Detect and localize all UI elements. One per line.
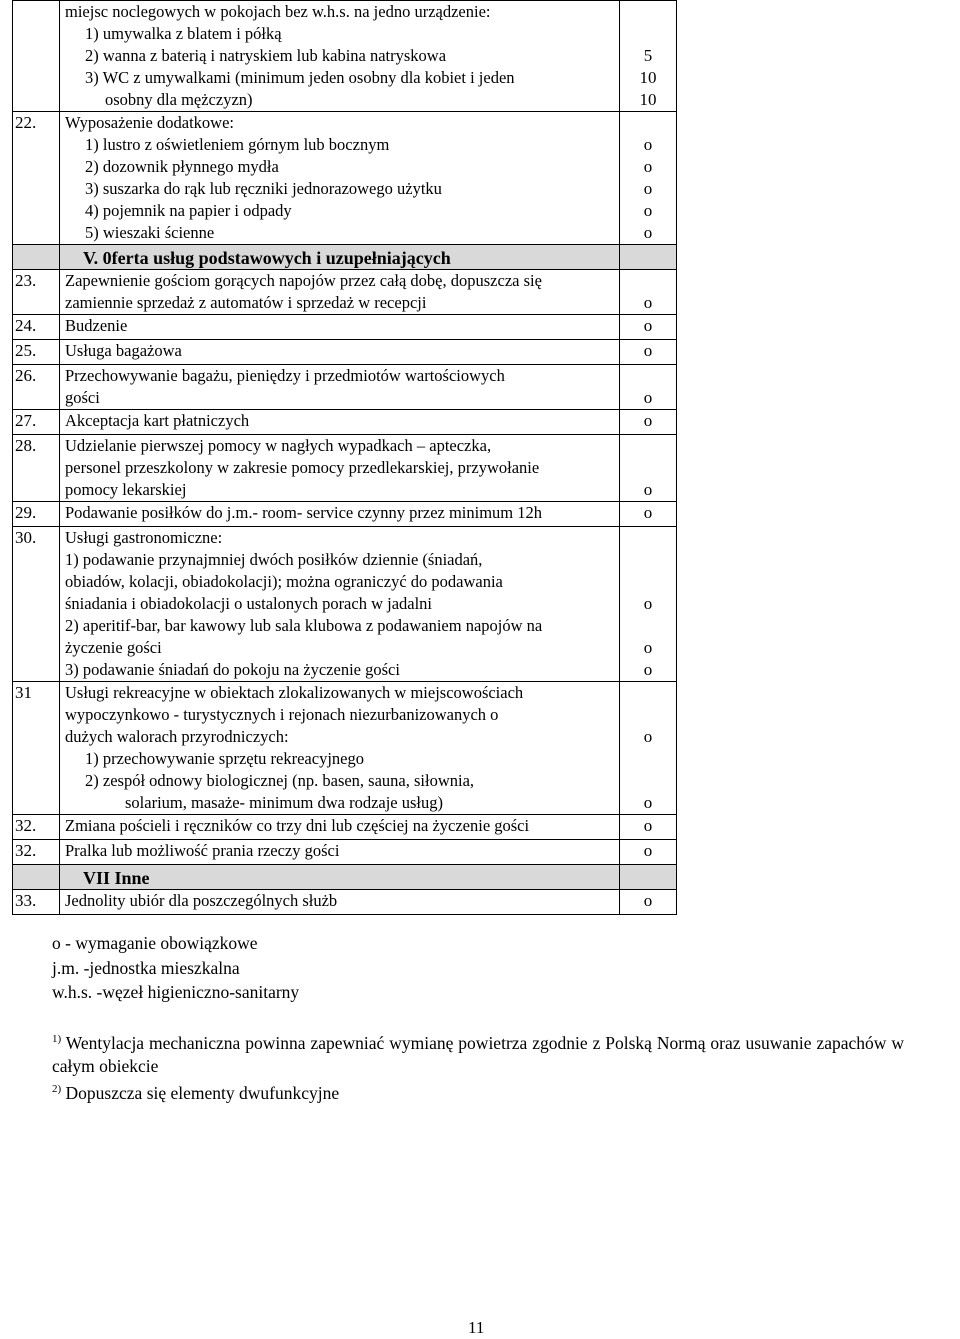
row-text: Usługi rekreacyjne w obiektach zlokalizowanych w miejscowościach [65,683,524,702]
row-number: 25. [13,340,60,365]
requirement-value: o [620,315,677,340]
list-item: 5) wieszaki ścienne [85,223,215,242]
list-item: 1) lustro z oświetleniem górnym lub bocznym [85,135,390,154]
legend-item: w.h.s. -węzeł higieniczno-sanitarny [52,982,300,1002]
list-item: obiadów, kolacji, obiadokolacji); można ograniczyć do podawania [65,572,503,591]
list-item: 3) podawanie śniadań do pokoju na życzenie gości [65,660,400,679]
list-item: 3) suszarka do rąk lub ręczniki jednorazowego użytku [85,179,442,198]
list-item: 1) umywalka z blatem i półką [85,24,282,43]
table-row [13,502,677,527]
table-row [13,112,677,245]
requirement-value: o [643,388,653,407]
row-text: Jednolity ubiór dla poszczególnych służb [60,890,620,915]
row-number: 27. [13,410,60,435]
row-number: 29. [13,502,60,527]
requirement-value: o [620,340,677,365]
list-item: śniadania i obiadokolacji o ustalonych porach w jadalni [65,594,433,613]
requirement-value: o [643,293,653,312]
requirement-value: o [643,660,653,679]
requirement-value: o [643,793,653,812]
requirement-value: o [643,480,653,499]
requirement-value: o [643,594,653,613]
list-item: 2) zespół odnowy biologicznej (np. basen, sauna, siłownia, [85,771,475,790]
row-number: 32. [13,815,60,840]
requirement-value: o [620,840,677,865]
legend-item: j.m. -jednostka mieszkalna [52,957,240,978]
section-header-row [13,865,677,890]
row-text: personel przeszkolony w zakresie pomocy przedlekarskiej, przywołanie [65,458,540,477]
table-row [13,527,677,682]
row-number: 23. [13,270,60,315]
table-row [13,890,677,915]
list-item: 1) podawanie przynajmniej dwóch posiłków dziennie (śniadań, [65,550,483,569]
requirement-value: o [643,179,653,198]
row-text: Usługa bagażowa [60,340,620,365]
table-row [13,1,677,112]
requirement-value: o [643,201,653,220]
legend-item: o - wymaganie obowiązkowe [52,933,258,953]
requirement-value: o [643,727,653,746]
row-number: 32. [13,840,60,865]
row-text: miejsc noclegowych w pokojach bez w.h.s. na jedno urządzenie: [65,2,491,21]
table-row [13,365,677,410]
row-text: Podawanie posiłków do j.m.- room- service czynny przez minimum 12h [60,502,620,527]
row-text: zamiennie sprzedaż z automatów i sprzedaż w recepcji [65,293,427,312]
requirement-value: o [620,815,677,840]
list-item: 1) przechowywanie sprzętu rekreacyjnego [85,749,364,768]
requirement-value: 10 [639,68,657,87]
table-row [13,410,677,435]
table-row [13,340,677,365]
requirement-value: o [643,638,653,657]
requirement-value: o [643,223,653,242]
row-number: 31 [13,682,60,815]
list-item: solarium, masaże- minimum dwa rodzaje usług) [125,793,443,812]
requirement-value: 10 [639,90,657,109]
table-row [13,682,677,815]
requirement-value: o [643,135,653,154]
requirement-value: 5 [643,46,653,65]
footnote [52,1078,904,1105]
row-text: Udzielanie pierwszej pomocy w nagłych wypadkach – apteczka, [65,436,492,455]
row-title: Wyposażenie dodatkowe: [65,113,234,132]
row-title: Usługi gastronomiczne: [65,528,223,547]
row-text: Pralka lub możliwość prania rzeczy gości [60,840,620,865]
table-row [13,270,677,315]
list-item: 2) wanna z baterią i natryskiem lub kabina natryskowa [85,46,447,65]
requirement-value: o [643,157,653,176]
table-row [13,815,677,840]
section-title: V. 0ferta usług podstawowych i uzupełniających [83,248,451,268]
footnote-text: Wentylacja mechaniczna powinna zapewniać wymianę powietrza zgodnie z Polską Normą oraz usuwanie zapachów w całym obiekcie [52,1033,905,1076]
footnote-text: Dopuszcza się elementy dwufunkcyjne [65,1083,340,1103]
requirement-value: o [620,410,677,435]
requirement-value: o [620,890,677,915]
requirement-value: o [620,502,677,527]
table-row [13,315,677,340]
list-item: 3) WC z umywalkami (minimum jeden osobny dla kobiet i jeden [85,68,515,87]
row-text: dużych walorach przyrodniczych: [65,727,289,746]
footnote-mark: 1) [52,1033,62,1045]
list-item: 4) pojemnik na papier i odpady [85,201,292,220]
row-number: 24. [13,315,60,340]
section-title: VII Inne [83,868,150,888]
list-item: osobny dla mężczyzn) [105,90,253,109]
table-row [13,840,677,865]
list-item: 2) dozownik płynnego mydła [85,157,279,176]
row-text: Akceptacja kart płatniczych [60,410,620,435]
list-item: życzenie gości [65,638,162,657]
footnotes [52,1028,904,1105]
row-text: Zmiana pościeli i ręczników co trzy dni lub częściej na życzenie gości [60,815,620,840]
row-number: 33. [13,890,60,915]
row-text: pomocy lekarskiej [65,480,187,499]
footnote-mark: 2) [52,1083,62,1095]
list-item: 2) aperitif-bar, bar kawowy lub sala klubowa z podawaniem napojów na [65,616,543,635]
requirements-table [12,0,677,915]
row-text: gości [65,388,100,407]
row-text: Przechowywanie bagażu, pieniędzy i przedmiotów wartościowych [65,366,505,385]
legend [52,931,299,1005]
row-number: 30. [13,527,60,682]
section-header-row [13,245,677,270]
footnote [52,1028,904,1078]
row-text: wypoczynkowo - turystycznych i rejonach niezurbanizowanych o [65,705,499,724]
table-row [13,435,677,502]
row-text: Zapewnienie gościom gorących napojów przez całą dobę, dopuszcza się [65,271,542,290]
row-text: Budzenie [60,315,620,340]
row-number: 22. [13,112,60,245]
row-number: 28. [13,435,60,502]
row-number: 26. [13,365,60,410]
page-number: 11 [468,1318,485,1337]
